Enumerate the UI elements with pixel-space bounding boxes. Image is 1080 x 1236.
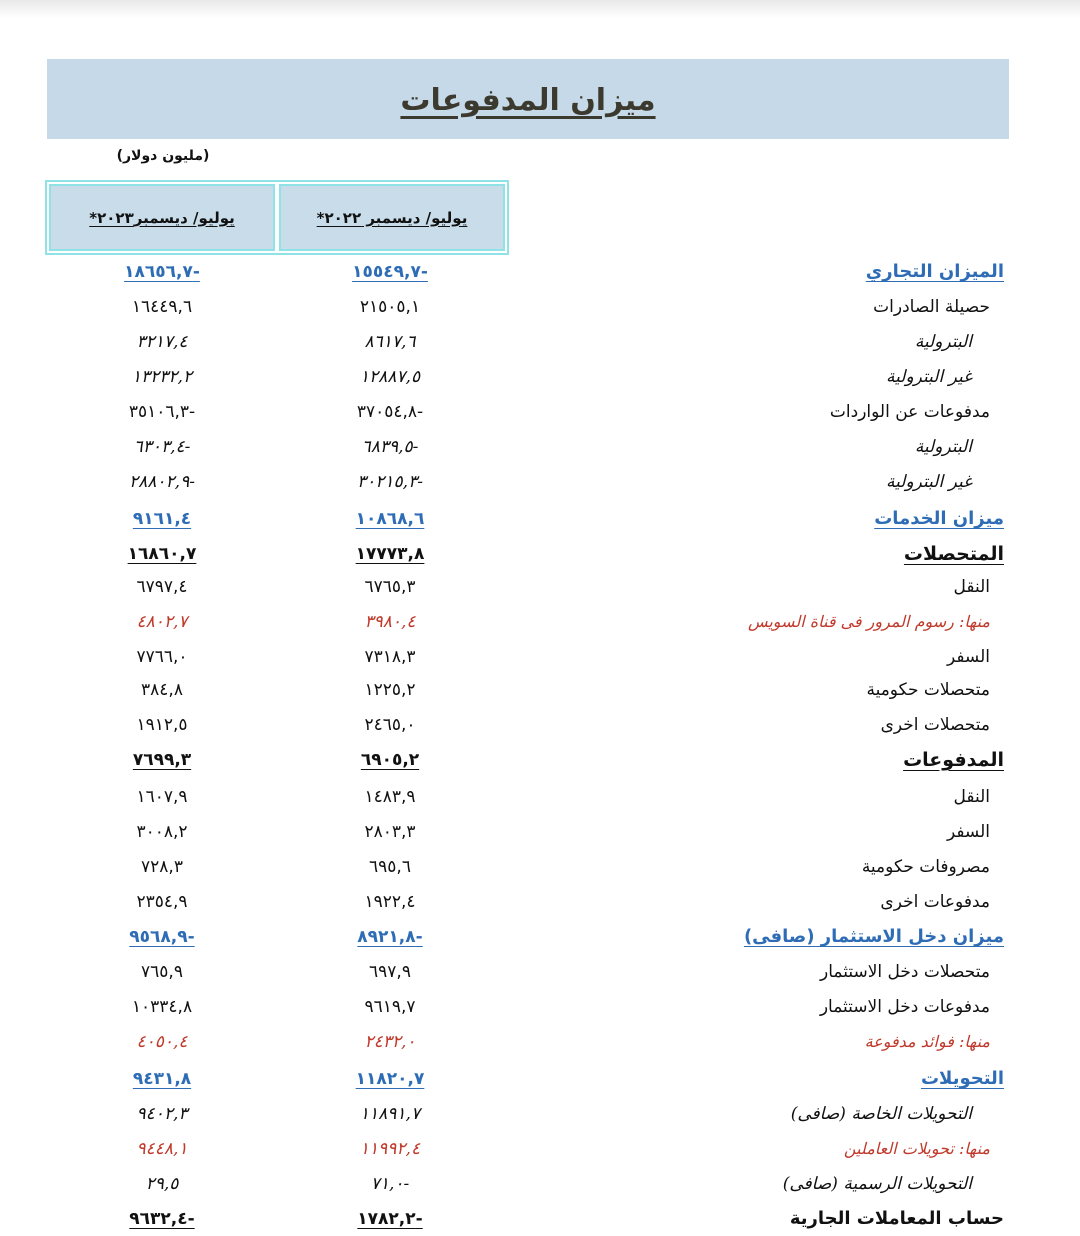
value-2022: ٦٩٧,٩	[369, 962, 411, 982]
table-row	[0, 885, 1080, 919]
value-2023: ٩٥٦٨,٩-	[129, 927, 195, 947]
value-2022: ٧١,٠-	[370, 1174, 410, 1194]
value-2023: ١٦٤٤٩,٦	[131, 297, 193, 317]
value-2023: ١٩١٢,٥	[136, 715, 188, 735]
column-header-2023: يوليو/ ديسمبر٢٠٢٣*	[49, 184, 275, 251]
table-row	[0, 673, 1080, 707]
value-2022: ١٠٨٦٨,٦	[355, 509, 425, 529]
value-2023: ٣٢١٧,٤	[136, 332, 188, 352]
value-2022: ١٢٨٨٧,٥	[359, 367, 421, 387]
value-2022: ٣٩٨٠,٤	[364, 612, 416, 632]
value-2023: ٧٦٩٩,٣	[132, 750, 192, 770]
row-label: متحصلات دخل الاستثمار	[820, 962, 990, 982]
value-2022: ٣٠٢١٥,٣-	[357, 472, 423, 492]
value-2023: ٩٤٤٨,١	[136, 1139, 188, 1159]
value-2023: ١٦٨٦٠,٧	[127, 544, 197, 564]
value-2022: ٢٤٦٥,٠	[364, 715, 416, 735]
table-row	[0, 465, 1080, 499]
row-label: حساب المعاملات الجارية	[789, 1208, 1004, 1229]
table-row	[0, 1167, 1080, 1201]
row-label: المتحصلات	[903, 543, 1004, 565]
value-2022: ٣٧٠٥٤,٨-	[356, 402, 424, 422]
table-row	[0, 708, 1080, 742]
value-2023: ٤٨٠٢,٧	[136, 612, 188, 632]
row-label: البترولية	[914, 332, 972, 352]
row-label: النقل	[953, 787, 990, 807]
row-label: منها: رسوم المرور فى قناة السويس	[747, 612, 990, 631]
row-label: مدفوعات عن الواردات	[829, 402, 990, 422]
value-2022: ٦٨٣٩,٥-	[361, 437, 419, 457]
row-label: التحويلات	[920, 1068, 1004, 1089]
row-label: الميزان التجاري	[865, 261, 1004, 282]
value-2023: ١٦٠٧,٩	[136, 787, 188, 807]
value-2022: ٨٩٢١,٨-	[357, 927, 423, 947]
value-2023: ٦٣٠٣,٤-	[133, 437, 191, 457]
value-2023: ٩٦٣٢,٤-	[129, 1209, 195, 1229]
value-2022: ٢١٥٠٥,١	[359, 297, 421, 317]
value-2022: ١١٩٩٢,٤	[359, 1139, 421, 1159]
table-row	[0, 255, 1080, 289]
table-row	[0, 360, 1080, 394]
value-2023: ٧٦٥,٩	[141, 962, 183, 982]
value-2022: ١٥٥٤٩,٧-	[352, 262, 428, 282]
row-label: ميزان الخدمات	[874, 508, 1004, 529]
value-2023: ٣٠٠٨,٢	[136, 822, 188, 842]
value-2022: ٦٩٥,٦	[369, 857, 411, 877]
table-row	[0, 990, 1080, 1024]
value-2022: ١١٨٢٠,٧	[355, 1069, 425, 1089]
value-2023: ٢٨٨٠٢,٩-	[129, 472, 195, 492]
row-label: متحصلات حكومية	[866, 680, 990, 700]
value-2023: ٣٨٤,٨	[141, 680, 183, 700]
row-label: التحويلات الرسمية (صافى)	[782, 1174, 972, 1194]
value-2022: ٢٤٣٢,٠	[364, 1032, 416, 1052]
row-label: حصيلة الصادرات	[873, 297, 990, 317]
value-2023: ١٣٢٣٢,٢	[131, 367, 193, 387]
table-row	[0, 640, 1080, 674]
row-label: السفر	[946, 822, 990, 842]
row-label: مصروفات حكومية	[861, 857, 990, 877]
table-row	[0, 815, 1080, 849]
page-title: ميزان المدفوعات	[400, 82, 656, 118]
row-label: البترولية	[914, 437, 972, 457]
row-label: السفر	[946, 647, 990, 667]
table-row	[0, 395, 1080, 429]
table-row	[0, 325, 1080, 359]
table-row	[0, 1062, 1080, 1096]
table-row	[0, 430, 1080, 464]
row-label: مدفوعات دخل الاستثمار	[819, 997, 990, 1017]
value-2023: ٩٤٠٢,٣	[136, 1104, 188, 1124]
table-row	[0, 920, 1080, 954]
row-label: التحويلات الخاصة (صافى)	[790, 1104, 972, 1124]
value-2022: ١١٨٩١,٧	[359, 1104, 421, 1124]
value-2023: ٩٤٣١,٨	[132, 1069, 192, 1089]
table-row	[0, 1132, 1080, 1166]
table-row	[0, 1097, 1080, 1131]
unit-label: (مليون دولار)	[116, 148, 210, 164]
row-label: مدفوعات اخرى	[880, 892, 990, 912]
value-2022: ٧٣١٨,٣	[364, 647, 416, 667]
table-row	[0, 570, 1080, 604]
value-2022: ١٧٨٢,٢-	[357, 1209, 423, 1229]
value-2023: ٦٧٩٧,٤	[136, 577, 188, 597]
value-2023: ٧٧٦٦,٠	[136, 647, 188, 667]
value-2023: ٩١٦١,٤	[132, 509, 192, 529]
value-2023: ٧٢٨,٣	[141, 857, 183, 877]
value-2022: ١٩٢٢,٤	[364, 892, 416, 912]
column-header-2022: يوليو/ ديسمبر ٢٠٢٢*	[279, 184, 505, 251]
value-2022: ١٤٨٣,٩	[364, 787, 416, 807]
value-2022: ٦٩٠٥,٢	[360, 750, 420, 770]
value-2023: ٢٩,٥	[145, 1174, 179, 1194]
table-row	[0, 1025, 1080, 1059]
value-2022: ٨٦١٧,٦	[364, 332, 416, 352]
value-2022: ١٢٢٥,٢	[364, 680, 416, 700]
value-2022: ٢٨٠٣,٣	[364, 822, 416, 842]
window-top-shadow	[0, 0, 1080, 18]
row-label: ميزان دخل الاستثمار (صافى)	[743, 926, 1004, 947]
row-label: غير البترولية	[886, 367, 972, 387]
column-header-box	[45, 180, 509, 255]
row-label: منها: فوائد مدفوعة	[864, 1032, 990, 1051]
table-row	[0, 537, 1080, 571]
value-2022: ٩٦١٩,٧	[364, 997, 416, 1017]
row-label: متحصلات اخرى	[880, 715, 990, 735]
row-label: منها: تحويلات العاملين	[843, 1139, 990, 1158]
value-2023: ٤٠٥٠,٤	[136, 1032, 188, 1052]
row-label: غير البترولية	[886, 472, 972, 492]
table-row	[0, 850, 1080, 884]
value-2023: ٣٥١٠٦,٣-	[128, 402, 196, 422]
row-label: المدفوعات	[903, 749, 1004, 771]
table-row	[0, 955, 1080, 989]
table-row	[0, 780, 1080, 814]
row-label: النقل	[953, 577, 990, 597]
table-row	[0, 743, 1080, 777]
value-2023: ١٠٣٣٤,٨	[131, 997, 193, 1017]
table-row	[0, 502, 1080, 536]
title-banner	[47, 59, 1009, 139]
table-row	[0, 290, 1080, 324]
value-2023: ٢٣٥٤,٩	[136, 892, 188, 912]
value-2023: ١٨٦٥٦,٧-	[124, 262, 200, 282]
table-row	[0, 605, 1080, 639]
value-2022: ٦٧٦٥,٣	[364, 577, 416, 597]
value-2022: ١٧٧٧٣,٨	[355, 544, 425, 564]
